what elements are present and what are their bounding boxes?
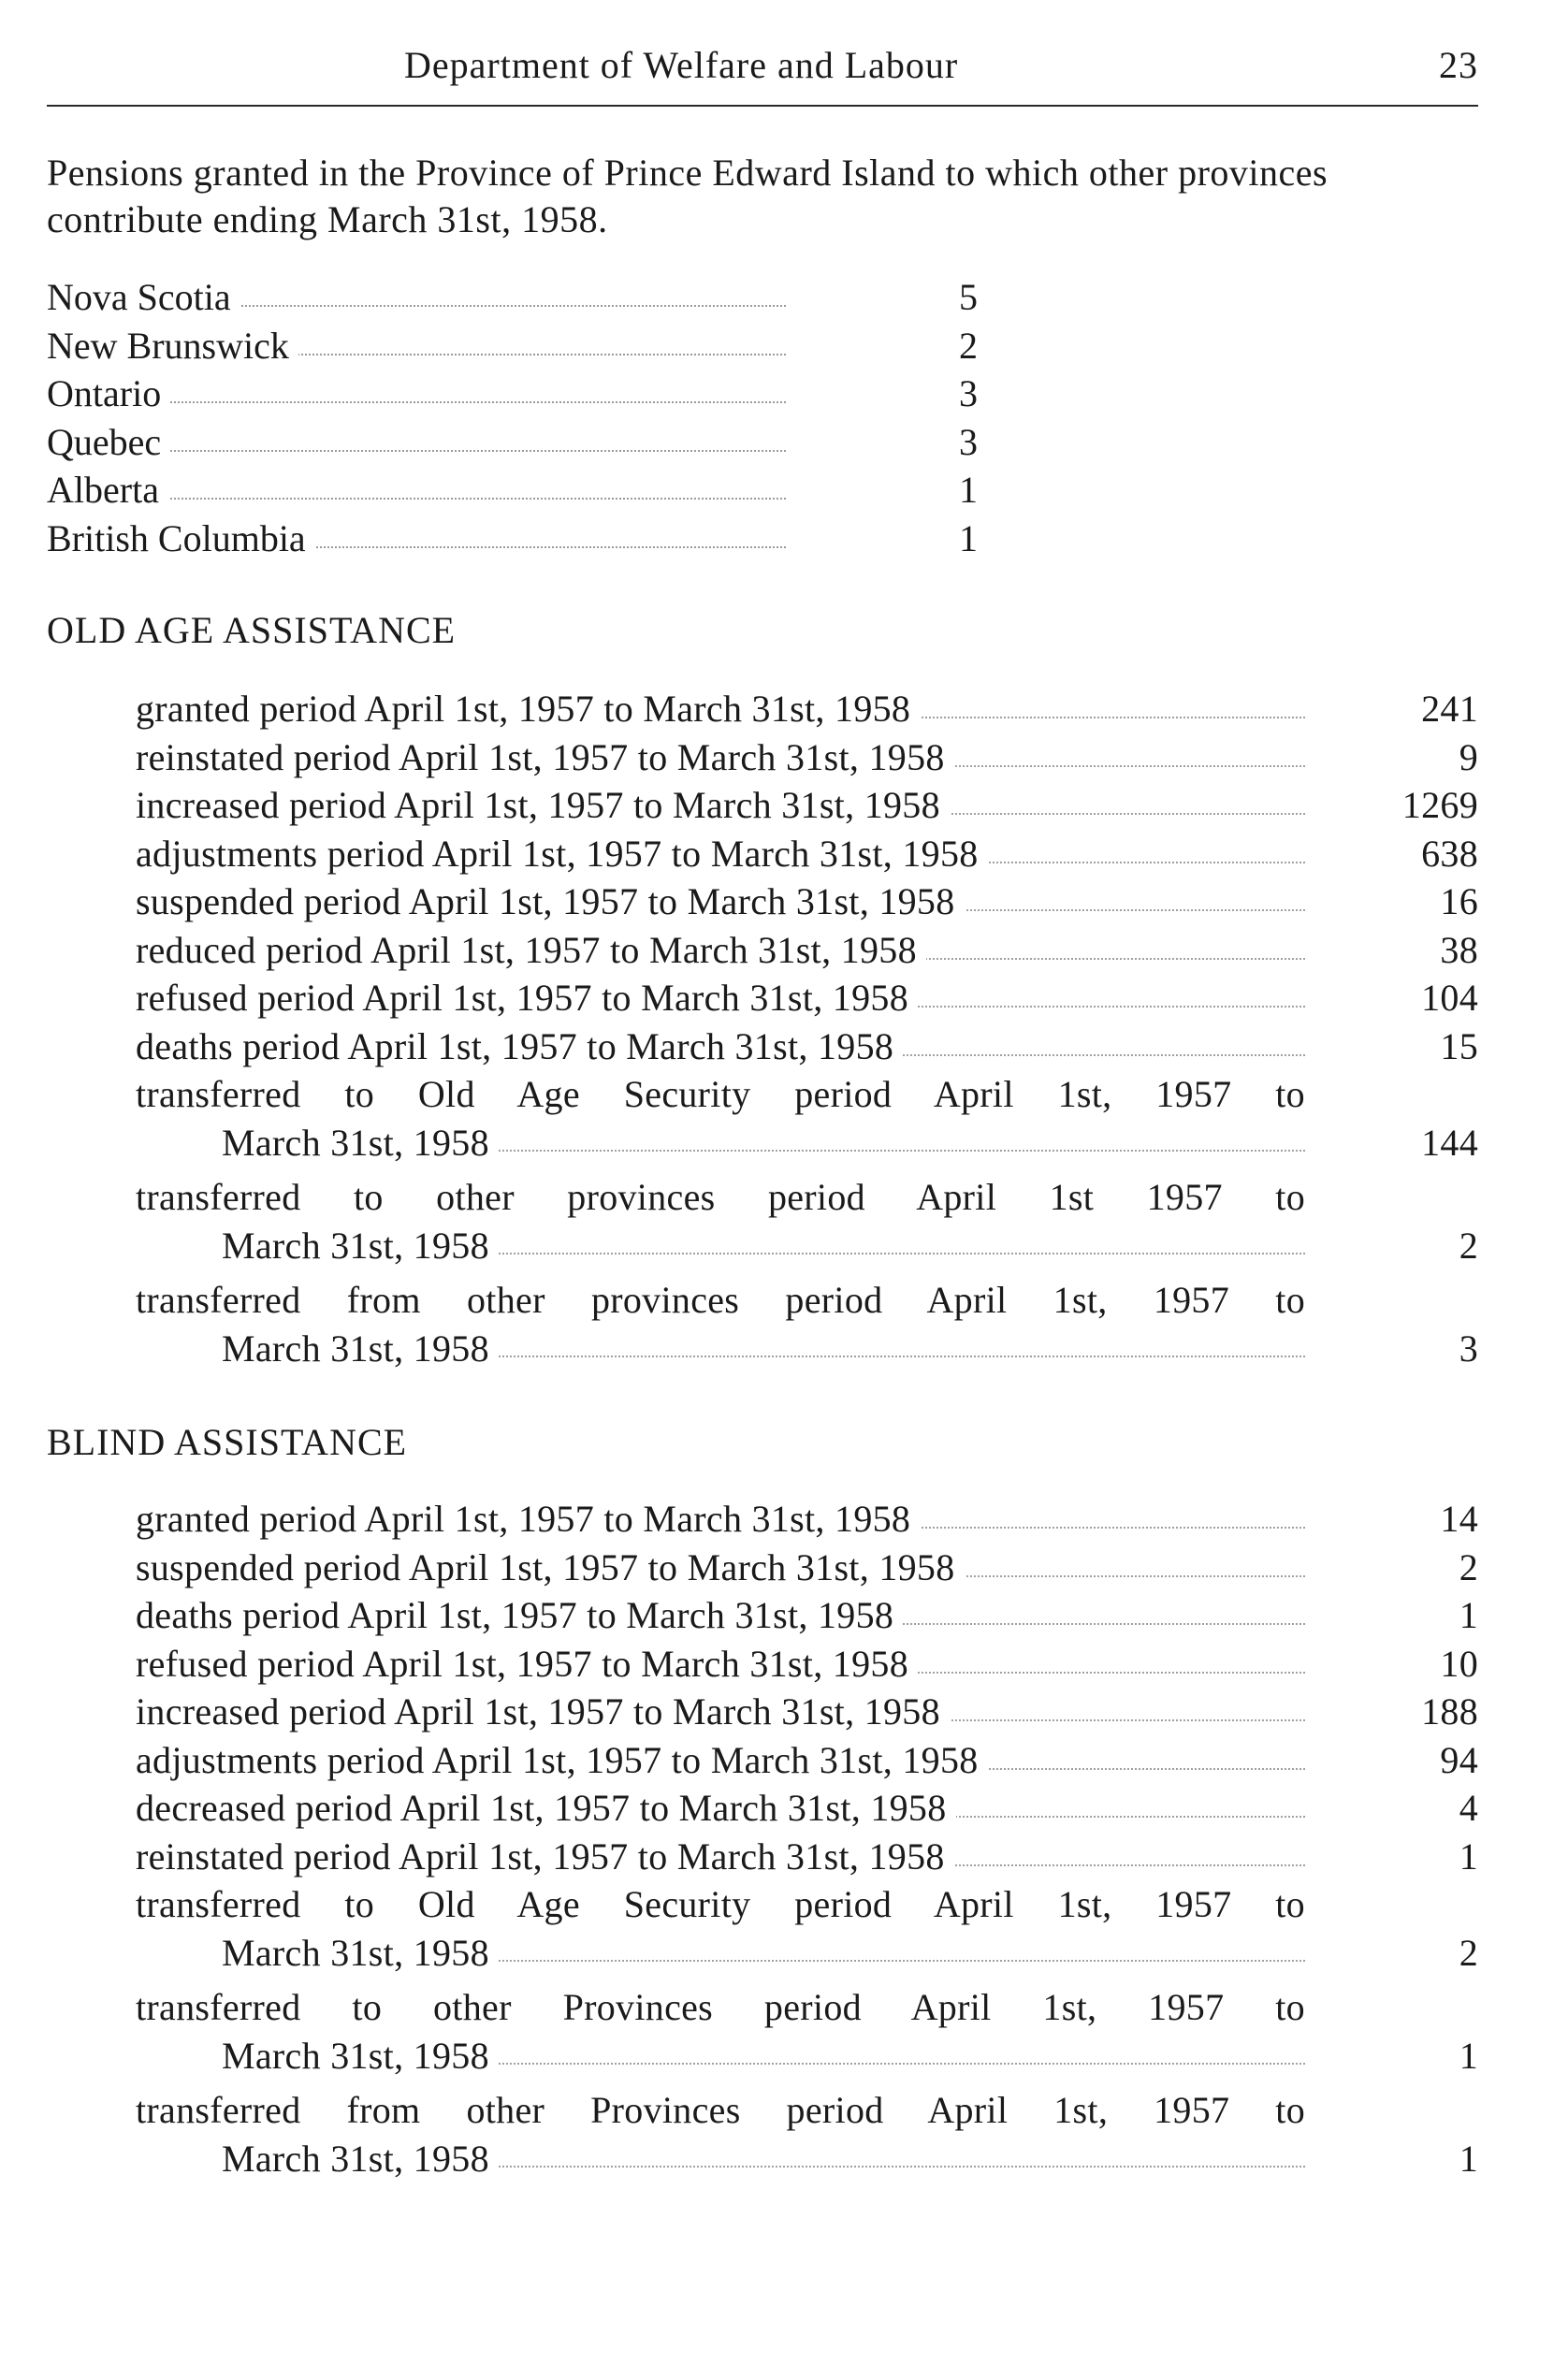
entry-value: 1 (1459, 1594, 1478, 1636)
entry-row (136, 974, 1478, 1022)
entry-row (136, 877, 1478, 926)
entry-value: 16 (1440, 880, 1478, 922)
province-name: Alberta (47, 466, 168, 515)
entry-label: refused period April 1st, 1957 to March 31st, 1958 (136, 1640, 918, 1689)
province-row (47, 466, 978, 515)
entry-value: 2 (1459, 1545, 1478, 1588)
province-value: 1 (959, 516, 978, 559)
entry-row (136, 1983, 1478, 2086)
entry-row (136, 1640, 1478, 1689)
blind-entries (136, 1495, 1478, 2189)
entry-value: 10 (1440, 1642, 1478, 1685)
entry-label: reduced period April 1st, 1957 to March 31st, 1958 (136, 926, 926, 975)
entry-label: suspended period April 1st, 1957 to March 31st, 1958 (136, 1544, 965, 1592)
entry-label: March 31st, 1958 (222, 2135, 499, 2183)
province-list (47, 273, 978, 562)
entry-label-line1: transferred from other Provinces period April 1st, 1957 to (136, 2089, 1305, 2131)
entry-value: 144 (1421, 1121, 1478, 1164)
entry-row (136, 1544, 1478, 1592)
entry-label: reinstated period April 1st, 1957 to March 31st, 1958 (136, 733, 954, 782)
entry-row (136, 733, 1478, 782)
entry-row (136, 926, 1478, 975)
entry-value: 3 (1459, 1327, 1478, 1370)
province-name: Nova Scotia (47, 273, 240, 322)
province-value: 3 (959, 420, 978, 463)
province-name: New Brunswick (47, 322, 298, 370)
province-name: Quebec (47, 418, 170, 467)
entry-row (136, 1591, 1478, 1640)
entry-label: March 31st, 1958 (222, 2032, 499, 2081)
page-header (47, 43, 1478, 99)
entry-label-line1: transferred to other provinces period April 1st 1957 to (136, 1176, 1305, 1218)
entry-value: 188 (1421, 1690, 1478, 1733)
province-row (47, 418, 978, 467)
entry-value: 1269 (1401, 784, 1478, 826)
entry-label: March 31st, 1958 (222, 1119, 499, 1167)
entry-row (136, 1736, 1478, 1785)
entry-value: 1 (1459, 2034, 1478, 2077)
entry-label: adjustments period April 1st, 1957 to March 31st, 1958 (136, 1736, 988, 1785)
entry-row (136, 1880, 1478, 1983)
entry-row (136, 781, 1478, 830)
entry-row (136, 1022, 1478, 1071)
entry-label-line1: transferred to Old Age Security period April 1st, 1957 to (136, 1073, 1305, 1115)
entry-label: March 31st, 1958 (222, 1929, 499, 1978)
province-name: British Columbia (47, 515, 315, 563)
entry-value: 94 (1440, 1738, 1478, 1781)
page-number: 23 (1439, 44, 1478, 86)
province-value: 5 (959, 276, 978, 318)
entry-label: March 31st, 1958 (222, 1325, 499, 1373)
header-rule (47, 105, 1478, 107)
province-name: Ontario (47, 370, 170, 418)
entry-label: March 31st, 1958 (222, 1222, 499, 1270)
entry-label: adjustments period April 1st, 1957 to March 31st, 1958 (136, 830, 988, 878)
province-value: 2 (959, 324, 978, 367)
header-title: Department of Welfare and Labour (404, 44, 959, 86)
entry-label: granted period April 1st, 1957 to March 31st, 1958 (136, 1495, 920, 1544)
entry-value: 638 (1421, 832, 1478, 875)
entry-value: 15 (1440, 1024, 1478, 1067)
entry-row (136, 1495, 1478, 1544)
entry-row (136, 1173, 1478, 1276)
entry-value: 2 (1459, 1931, 1478, 1974)
entry-value: 4 (1459, 1787, 1478, 1829)
entry-label-line1: transferred to other Provinces period April 1st, 1957 to (136, 1986, 1305, 2028)
blind-assistance-heading: BLIND ASSISTANCE (47, 1421, 408, 1463)
province-row (47, 322, 978, 370)
old-age-assistance-heading: OLD AGE ASSISTANCE (47, 609, 457, 651)
entry-value: 14 (1440, 1498, 1478, 1540)
entry-label: refused period April 1st, 1957 to March 31st, 1958 (136, 974, 918, 1022)
entry-label: deaths period April 1st, 1957 to March 31st, 1958 (136, 1022, 903, 1071)
intro-paragraph: Pensions granted in the Province of Prince Edward Island to which other provinces contribute ending March 31st, 1958. (47, 152, 1328, 240)
entry-value: 1 (1459, 1834, 1478, 1878)
entry-value: 1 (1459, 2137, 1478, 2180)
entry-row (136, 2086, 1478, 2189)
entry-label: granted period April 1st, 1957 to March 31st, 1958 (136, 685, 920, 733)
entry-value: 241 (1421, 688, 1478, 730)
province-row (47, 370, 978, 418)
entry-value: 9 (1459, 735, 1478, 778)
entry-row (136, 685, 1478, 733)
old-age-entries (136, 685, 1478, 1379)
entry-label-line1: transferred from other provinces period April 1st, 1957 to (136, 1279, 1305, 1321)
entry-row (136, 830, 1478, 878)
entry-value: 104 (1421, 977, 1478, 1019)
entry-label: suspended period April 1st, 1957 to March 31st, 1958 (136, 877, 965, 926)
province-row (47, 515, 978, 563)
entry-row (136, 1784, 1478, 1833)
entry-label: increased period April 1st, 1957 to March 31st, 1958 (136, 781, 950, 830)
entry-value: 2 (1459, 1224, 1478, 1267)
entry-row (136, 1688, 1478, 1736)
entry-label: deaths period April 1st, 1957 to March 31st, 1958 (136, 1591, 903, 1640)
province-row (47, 273, 978, 322)
entry-row (136, 1833, 1478, 1881)
province-value: 1 (959, 469, 978, 511)
entry-row (136, 1070, 1478, 1173)
entry-label-line1: transferred to Old Age Security period April 1st, 1957 to (136, 1883, 1305, 1925)
entry-label: decreased period April 1st, 1957 to March 31st, 1958 (136, 1784, 956, 1833)
province-value: 3 (959, 372, 978, 414)
entry-label: increased period April 1st, 1957 to March 31st, 1958 (136, 1688, 950, 1736)
entry-label: reinstated period April 1st, 1957 to March 31st, 1958 (136, 1833, 954, 1881)
entry-row (136, 1276, 1478, 1379)
entry-value: 38 (1440, 928, 1478, 971)
